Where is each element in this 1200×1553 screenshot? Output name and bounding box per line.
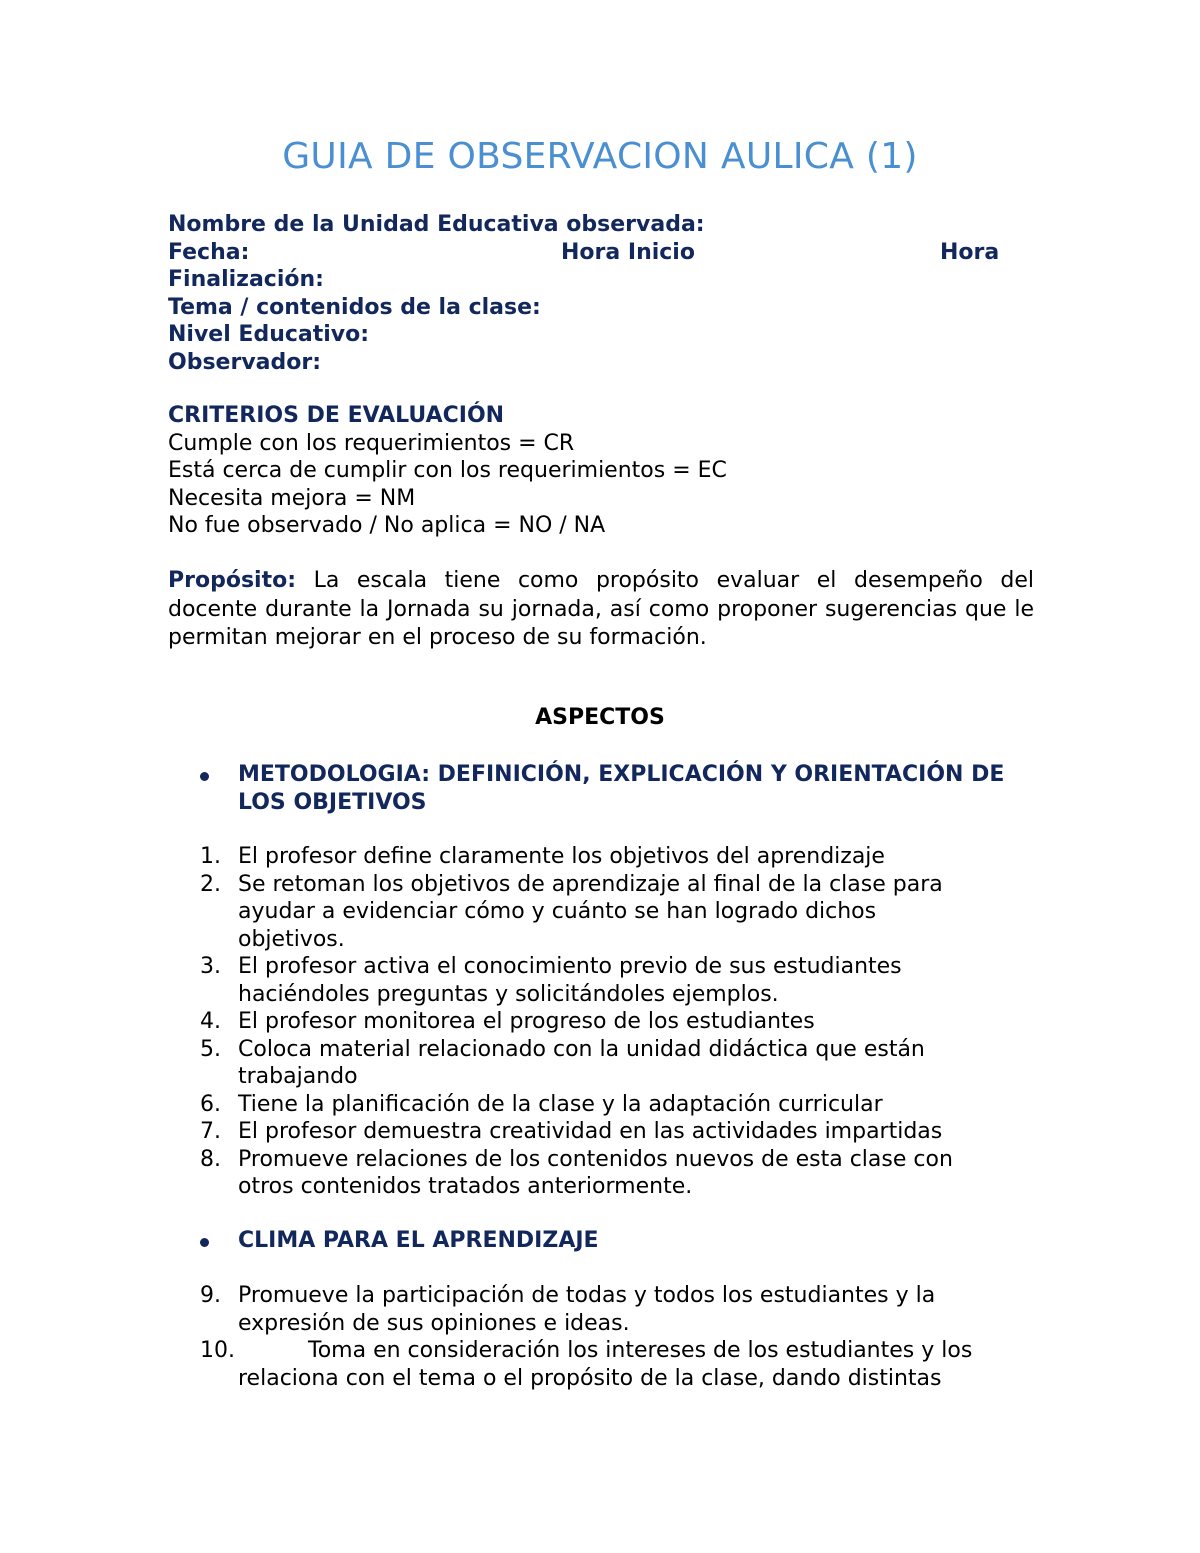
list-item: [168, 1118, 1034, 1146]
item-text: Se retoman los objetivos de aprendizaje al final de la clase para: [238, 871, 943, 897]
item-number: 5.: [200, 1036, 221, 1062]
item-number: 9.: [200, 1283, 221, 1308]
bullet-icon: [200, 772, 209, 781]
item-text: El profesor activa el conocimiento previo de sus estudiantes: [238, 954, 902, 979]
item-text: El profesor define claramente los objetivos del aprendizaje: [238, 844, 885, 869]
list-item: [168, 871, 1034, 954]
item-number: 6.: [200, 1091, 221, 1117]
list-item: [168, 1282, 1034, 1337]
item-text: haciéndoles preguntas y solicitándoles ejemplos.: [238, 981, 779, 1007]
criteria-item: Necesita mejora = NM: [168, 485, 416, 511]
header-fields: [168, 211, 1034, 377]
section-metodologia: [200, 761, 1034, 817]
purpose-text: La escala tiene como propósito evaluar el desempeño del docente durante la Jornada su jornada, así como proponer sugerencias que le permitan mejorar en el proceso de su formación.: [168, 568, 1034, 650]
item-number: 2.: [200, 871, 221, 897]
list-item: [168, 1337, 1034, 1392]
item-text: expresión de sus opiniones e ideas.: [238, 1310, 630, 1336]
section-clima: [200, 1227, 1034, 1255]
item-text: El profesor demuestra creatividad en las actividades impartidas: [238, 1119, 943, 1144]
bullet-icon: [200, 1238, 209, 1247]
list-item: [168, 1036, 1034, 1091]
criteria-item: Está cerca de cumplir con los requerimientos = EC: [168, 458, 727, 484]
observador-field: Observador:: [168, 349, 322, 375]
metodologia-list: [168, 843, 1034, 1201]
item-text: El profesor monitorea el progreso de los estudiantes: [238, 1009, 815, 1034]
criteria-title: CRITERIOS DE EVALUACIÓN: [168, 403, 505, 428]
criteria-block: [168, 402, 1034, 540]
unidad-field: Nombre de la Unidad Educativa observada:: [168, 212, 705, 237]
criteria-item: Cumple con los requerimientos = CR: [168, 430, 575, 456]
item-text: otros contenidos tratados anteriormente.: [238, 1174, 693, 1199]
hora-inicio-field: Hora Inicio: [561, 239, 695, 265]
list-item: [168, 1091, 1034, 1119]
nivel-field: Nivel Educativo:: [168, 322, 370, 348]
criteria-item: No fue observado / No aplica = NO / NA: [168, 513, 606, 539]
purpose-paragraph: [168, 567, 1034, 653]
item-number: 10.: [200, 1338, 235, 1363]
item-number: 8.: [200, 1146, 221, 1172]
item-text: objetivos.: [238, 926, 345, 952]
aspectos-heading: ASPECTOS: [535, 705, 665, 730]
section-title: CLIMA PARA EL APRENDIZAJE: [238, 1228, 599, 1253]
item-text: Promueve relaciones de los contenidos nuevos de esta clase con: [238, 1146, 953, 1172]
clima-list: [168, 1282, 1034, 1392]
item-number: 3.: [200, 954, 221, 979]
fecha-field: Fecha:: [168, 239, 250, 265]
fecha-row: [168, 239, 1034, 267]
item-text: trabajando: [238, 1064, 358, 1089]
section-title: METODOLOGIA: DEFINICIÓN, EXPLICACIÓN Y ORIENTACIÓN DE LOS OBJETIVOS: [238, 762, 1005, 815]
tema-field: Tema / contenidos de la clase:: [168, 294, 541, 320]
list-item: [168, 1008, 1034, 1036]
finalizacion-field: Finalización:: [168, 267, 324, 293]
item-text: Tiene la planificación de la clase y la adaptación curricular: [238, 1091, 883, 1117]
list-item: [168, 953, 1034, 1008]
hora-field: Hora: [940, 239, 1000, 265]
item-number: 4.: [200, 1009, 221, 1034]
document-title: GUIA DE OBSERVACION AULICA (1): [282, 136, 918, 177]
item-text: ayudar a evidenciar cómo y cuánto se han logrado dichos: [238, 899, 877, 924]
list-item: [168, 843, 1034, 871]
item-number: 7.: [200, 1119, 221, 1144]
item-text: relaciona con el tema o el propósito de la clase, dando distintas: [238, 1365, 942, 1391]
list-item: [168, 1146, 1034, 1201]
purpose-label: Propósito:: [168, 568, 297, 593]
item-text: Coloca material relacionado con la unidad didáctica que están: [238, 1036, 925, 1062]
item-text: Toma en consideración los intereses de los estudiantes y los: [308, 1338, 973, 1363]
item-number: 1.: [200, 844, 221, 869]
item-text: Promueve la participación de todas y todos los estudiantes y la: [238, 1283, 936, 1308]
